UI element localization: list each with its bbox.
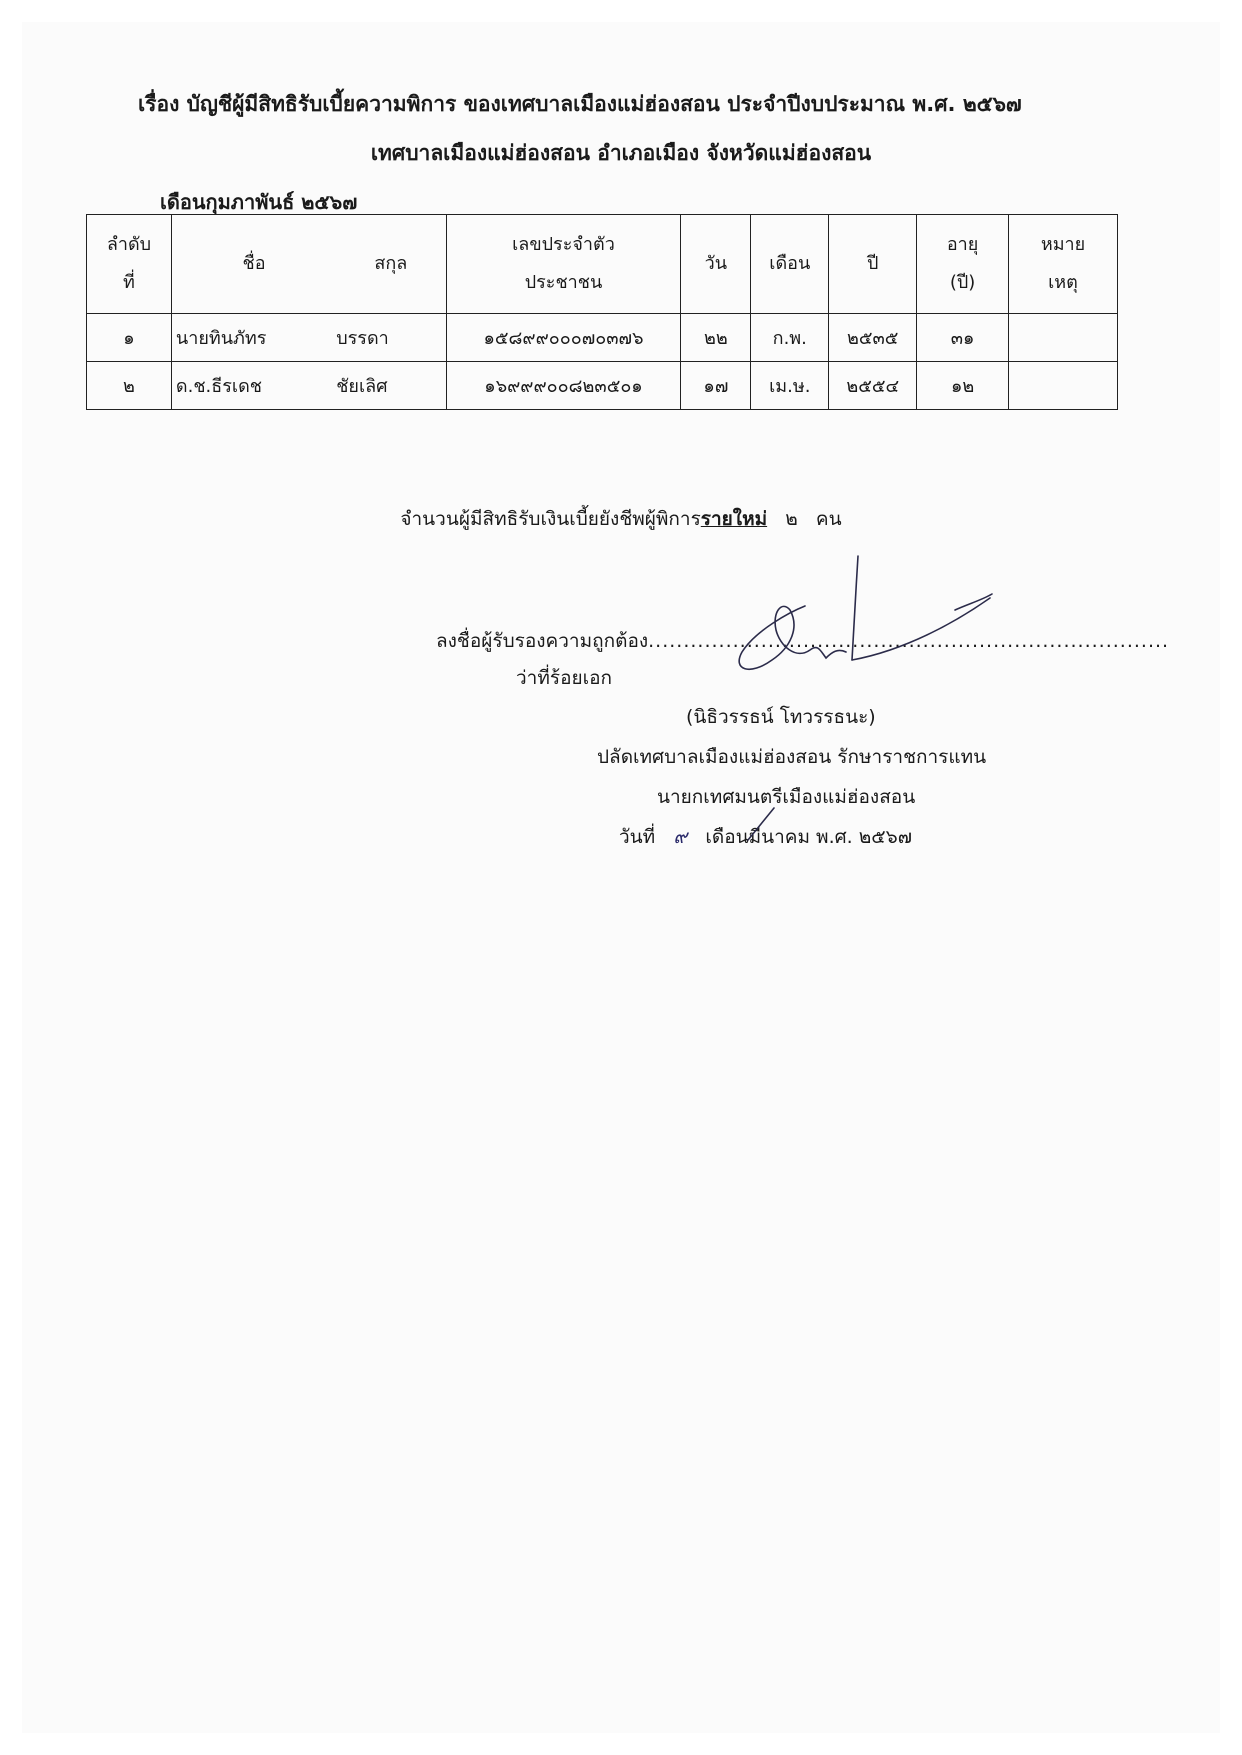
header-age: อายุ (ปี) xyxy=(917,215,1009,314)
header-month: เดือน xyxy=(751,215,829,314)
summary-prefix: จำนวนผู้มีสิทธิรับเงินเบี้ยยังชีพผู้พิการ xyxy=(400,508,701,530)
cell-surname: บรรดา xyxy=(336,314,446,362)
summary-unit: คน xyxy=(815,508,842,530)
header-year: ปี xyxy=(829,215,917,314)
summary-emphasis: รายใหม่ xyxy=(700,508,768,530)
cell-id: ๑๕๘๙๙๐๐๐๗๐๓๗๖ xyxy=(446,314,681,362)
header-note: หมาย เหตุ xyxy=(1009,215,1118,314)
header-id: เลขประจำตัว ประชาชน xyxy=(446,215,681,314)
cell-surname: ชัยเลิศ xyxy=(336,362,446,410)
signer-position-line2: นายกเทศมนตรีเมืองแม่ฮ่องสอน xyxy=(657,786,916,808)
date-label: วันที่ xyxy=(619,826,656,848)
cell-month: เม.ษ. xyxy=(751,362,829,410)
cell-age: ๓๑ xyxy=(917,314,1009,362)
signature-dots: .......................................................................... xyxy=(648,630,1170,652)
summary-count: ๒ xyxy=(785,508,798,530)
cell-id: ๑๖๙๙๙๐๐๘๒๓๕๐๑ xyxy=(446,362,681,410)
cell-day: ๑๗ xyxy=(681,362,751,410)
document-subtitle: เทศบาลเมืองแม่ฮ่องสอน อำเภอเมือง จังหวัดแม่ฮ่องสอน xyxy=(370,141,872,165)
cell-order: ๒ xyxy=(87,362,172,410)
document-title: เรื่อง บัญชีผู้มีสิทธิรับเบี้ยความพิการ ของเทศบาลเมืองแม่ฮ่องสอน ประจำปีงบประมาณ พ.ศ. ๒๕๖๗ xyxy=(138,92,1022,116)
cell-month: ก.พ. xyxy=(751,314,829,362)
cell-day: ๒๒ xyxy=(681,314,751,362)
cell-name: ด.ช.ธีรเดช xyxy=(171,362,336,410)
header-surname: สกุล xyxy=(336,215,446,314)
signer-position-line1: ปลัดเทศบาลเมืองแม่ฮ่องสอน รักษาราชการแทน xyxy=(597,746,987,768)
header-name: ชื่อ xyxy=(171,215,336,314)
cell-year: ๒๕๓๕ xyxy=(829,314,917,362)
signer-rank: ว่าที่ร้อยเอก xyxy=(516,667,613,689)
cell-year: ๒๕๕๔ xyxy=(829,362,917,410)
signer-name: (นิธิวรรธน์ โทวรรธนะ) xyxy=(686,706,876,728)
month-heading: เดือนกุมภาพันธ์ ๒๕๖๗ xyxy=(160,190,358,214)
cell-name: นายทินภัทร xyxy=(171,314,336,362)
header-order: ลำดับ ที่ xyxy=(87,215,172,314)
date-rest: เดือนมีนาคม พ.ศ. ๒๕๖๗ xyxy=(705,826,913,848)
signature-label: ลงชื่อผู้รับรองความถูกต้อง xyxy=(436,630,649,652)
date-day: ๙ xyxy=(673,826,688,848)
header-day: วัน xyxy=(681,215,751,314)
cell-order: ๑ xyxy=(87,314,172,362)
cell-age: ๑๒ xyxy=(917,362,1009,410)
